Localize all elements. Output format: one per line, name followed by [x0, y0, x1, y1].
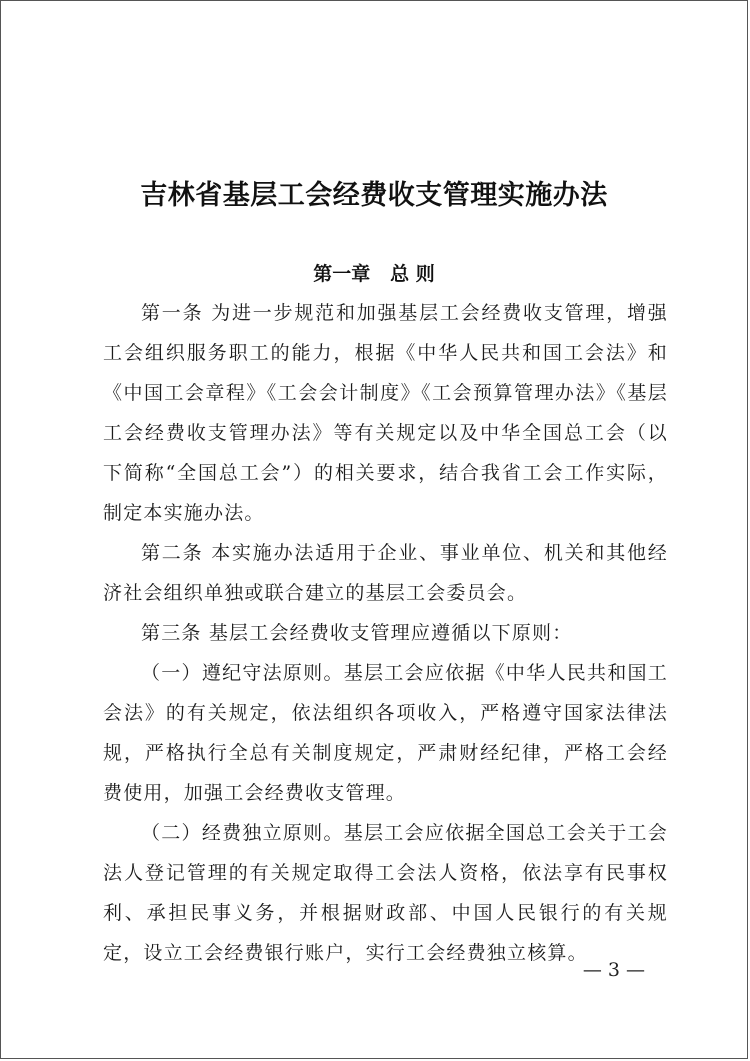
paragraph-article-3: 第三条 基层工会经费收支管理应遵循以下原则： — [141, 622, 573, 644]
paragraph-article-2: 第二条 本实施办法适用于企业、事业单位、机关和其他经济社会组织单独或联合建立的基层工会委员会。 — [103, 542, 668, 604]
chapter-heading: 第一章 总 则 — [313, 263, 435, 285]
paragraph-article-1: 第一条 为进一步规范和加强基层工会经费收支管理，增强工会组织服务职工的能力，根据《中华人民共和国工会法》和《中国工会章程》《工会会计制度》《工会预算管理办法》《基层工会经费收支管理办法》等有关规定以及中华全国总工会（以下简称“全国总工会”）的相关要求，结合我省工会工作实际，制定本实施办法。 — [103, 302, 668, 524]
page-number: — 3 — — [582, 959, 645, 981]
document-title: 吉林省基层工会经费收支管理实施办法 — [140, 180, 608, 211]
document-body — [103, 293, 668, 973]
paragraph-principle-1: （一）遵纪守法原则。基层工会应依据《中华人民共和国工会法》的有关规定，依法组织各项收入，严格遵守国家法律法规，严格执行全总有关制度规定，严肃财经纪律，严格工会经费使用，加强工会经费收支管理。 — [103, 662, 668, 804]
paragraph-principle-2: （二）经费独立原则。基层工会应依据全国总工会关于工会法人登记管理的有关规定取得工会法人资格，依法享有民事权利、承担民事义务，并根据财政部、中国人民银行的有关规定，设立工会经费银行账户，实行工会经费独立核算。 — [103, 822, 668, 964]
